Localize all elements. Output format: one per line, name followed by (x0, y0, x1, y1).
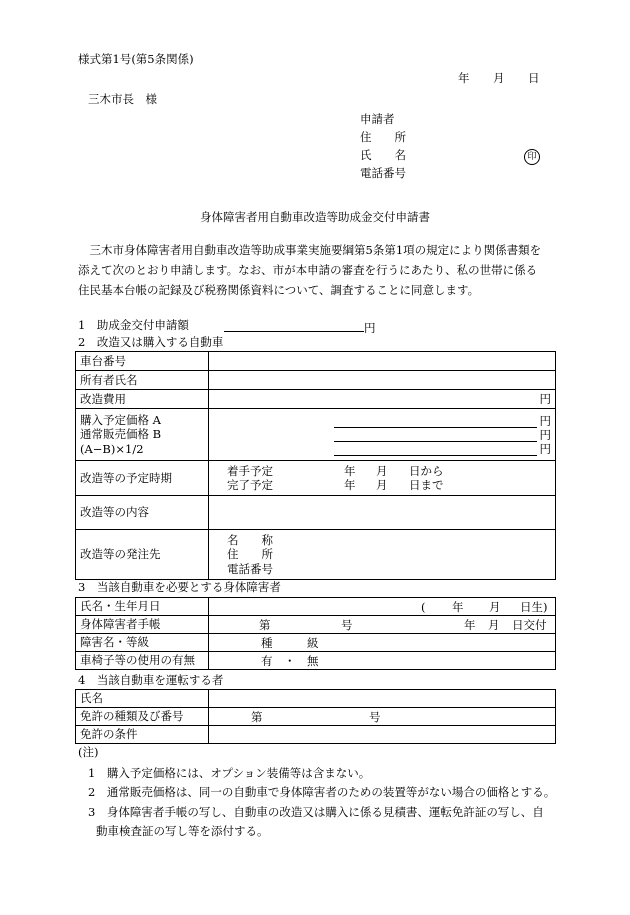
table-row (76, 496, 556, 530)
table-row (76, 352, 556, 371)
table-row (76, 530, 556, 580)
conditions-field[interactable] (209, 726, 556, 744)
end-day: 日まで (409, 478, 444, 492)
name-dob-field[interactable] (209, 598, 556, 616)
end-label: 完了予定 (227, 478, 273, 492)
price-labels (76, 409, 209, 461)
issue-month: 月 (488, 618, 500, 632)
content-label: 改造等の内容 (76, 496, 209, 530)
table-row (76, 708, 556, 726)
section1-label: 1 助成金交付申請額 (78, 318, 189, 332)
seal-text: 印 (524, 149, 540, 165)
owner-name-field[interactable] (209, 371, 556, 390)
disability-label: 障害名・等級 (76, 634, 209, 652)
body-line-3: 住民基本台帳の記録及び税務関係資料について、調査することに同意します。 (78, 283, 480, 297)
schedule-label: 改造等の予定時期 (76, 461, 209, 496)
form-number: 様式第1号(第5条関係) (78, 52, 194, 66)
driver-table (75, 689, 556, 744)
section3-heading: 3 当該自動車を必要とする身体障害者 (78, 580, 281, 594)
date-year-label: 年 (458, 71, 470, 85)
license-label: 免許の種類及び番号 (76, 708, 209, 726)
price-lines (213, 414, 551, 456)
seal-mark (524, 148, 540, 165)
table-row (76, 461, 556, 496)
section1-amount-line (224, 318, 376, 335)
disability-grade: 級 (307, 636, 319, 650)
addressee: 三木市長 様 (88, 92, 157, 106)
date-day-label: 日 (528, 71, 540, 85)
price-fields[interactable] (209, 409, 556, 461)
end-year: 年 (344, 478, 356, 492)
price-calc-unit: 円 (539, 441, 551, 456)
start-month: 月 (376, 464, 388, 478)
issue-year: 年 (464, 618, 476, 632)
price-b-label: 通常販売価格 B (80, 427, 162, 442)
price-a-label: 購入予定価格 A (80, 412, 161, 427)
applicant-address-label: 住 所 (360, 130, 406, 144)
table-row (76, 598, 556, 616)
name-dob-label: 氏名・生年月日 (76, 598, 209, 616)
price-calc-row (213, 442, 551, 456)
price-calc-underline (334, 442, 537, 456)
disability-type: 種 (261, 636, 273, 650)
table-row (76, 371, 556, 390)
body-line-2: 添えて次のとおり申請します。なお、市が本申請の審査を行うにあたり、私の世帯に係る (78, 263, 538, 277)
license-go: 号 (369, 710, 381, 724)
disability-field[interactable] (209, 634, 556, 652)
wheelchair-field[interactable] (209, 652, 556, 670)
applicant-phone-label: 電話番号 (360, 166, 406, 180)
driver-name-label: 氏名 (76, 690, 209, 708)
table-row (76, 634, 556, 652)
amount-underline (224, 318, 364, 332)
cost-field[interactable] (209, 390, 556, 409)
issue-day: 日交付 (512, 618, 547, 632)
note-1: 1 購入予定価格には、オプション装備等は含まない。 (88, 766, 371, 780)
end-month: 月 (376, 478, 388, 492)
owner-name-label: 所有者氏名 (76, 371, 209, 390)
price-a-unit: 円 (539, 413, 551, 428)
section2-heading: 2 改造又は購入する自動車 (78, 335, 224, 349)
table-row (76, 726, 556, 744)
contractor-name-label: 名 称 (227, 532, 273, 547)
contractor-label: 改造等の発注先 (76, 530, 209, 580)
start-year: 年 (344, 464, 356, 478)
start-day: 日から (409, 464, 444, 478)
end-row (213, 478, 551, 492)
cost-label: 改造費用 (76, 390, 209, 409)
applicant-heading: 申請者 (360, 112, 395, 126)
driver-name-field[interactable] (209, 690, 556, 708)
price-calc-label: (A−B)×1/2 (80, 441, 144, 456)
handbook-field[interactable] (209, 616, 556, 634)
contractor-phone-label: 電話番号 (227, 561, 273, 576)
document-title: 身体障害者用自動車改造等助成金交付申請書 (200, 210, 430, 224)
conditions-label: 免許の条件 (76, 726, 209, 744)
note-3b: 動車検査証の写し等を添付する。 (96, 824, 269, 838)
handbook-label: 身体障害者手帳 (76, 616, 209, 634)
start-row (213, 464, 551, 478)
note-3a: 3 身体障害者手帳の写し、自動車の改造又は購入に係る見積書、運転免許証の写し、自 (88, 805, 544, 819)
table-row (76, 616, 556, 634)
dob-open: ( (421, 600, 426, 614)
wheelchair-label: 車椅子等の使用の有無 (76, 652, 209, 670)
note-2: 2 通常販売価格は、同一の自動車で身体障害者のための装置等がない場合の価格とする。 (88, 785, 556, 799)
applicant-name-label: 氏 名 (360, 148, 406, 162)
contractor-address-label: 住 所 (227, 547, 273, 562)
handbook-no: 第 (259, 618, 271, 632)
price-a-row (213, 414, 551, 428)
date-month-label: 月 (493, 71, 505, 85)
amount-unit: 円 (364, 321, 376, 335)
price-b-unit: 円 (539, 427, 551, 442)
body-line-1: 三木市身体障害者用自動車改造等助成事業実施要綱第5条第1項の規定により関係書類を (78, 243, 542, 257)
license-no: 第 (251, 710, 263, 724)
table-row (76, 652, 556, 670)
dob-year: 年 (452, 600, 464, 614)
table-row (76, 390, 556, 409)
notes-heading: (注) (78, 745, 99, 759)
vehicle-table (75, 351, 556, 580)
chassis-number-label: 車台番号 (76, 352, 209, 371)
content-field[interactable] (209, 496, 556, 530)
disabled-person-table (75, 597, 556, 670)
license-field[interactable] (209, 708, 556, 726)
start-label: 着手予定 (227, 464, 273, 478)
dob-month: 月 (489, 600, 501, 614)
price-b-underline (334, 428, 537, 442)
handbook-go: 号 (341, 618, 353, 632)
price-a-underline (334, 414, 537, 428)
section4-heading: 4 当該自動車を運転する者 (78, 673, 224, 687)
schedule-field[interactable] (209, 461, 556, 496)
dob-close: 日生) (520, 600, 548, 614)
table-row (76, 409, 556, 461)
table-row (76, 690, 556, 708)
cost-unit: 円 (539, 391, 551, 406)
contractor-field[interactable] (209, 530, 556, 580)
wheelchair-choice[interactable]: 有 ・ 無 (261, 654, 319, 668)
price-b-row (213, 428, 551, 442)
chassis-number-field[interactable] (209, 352, 556, 371)
